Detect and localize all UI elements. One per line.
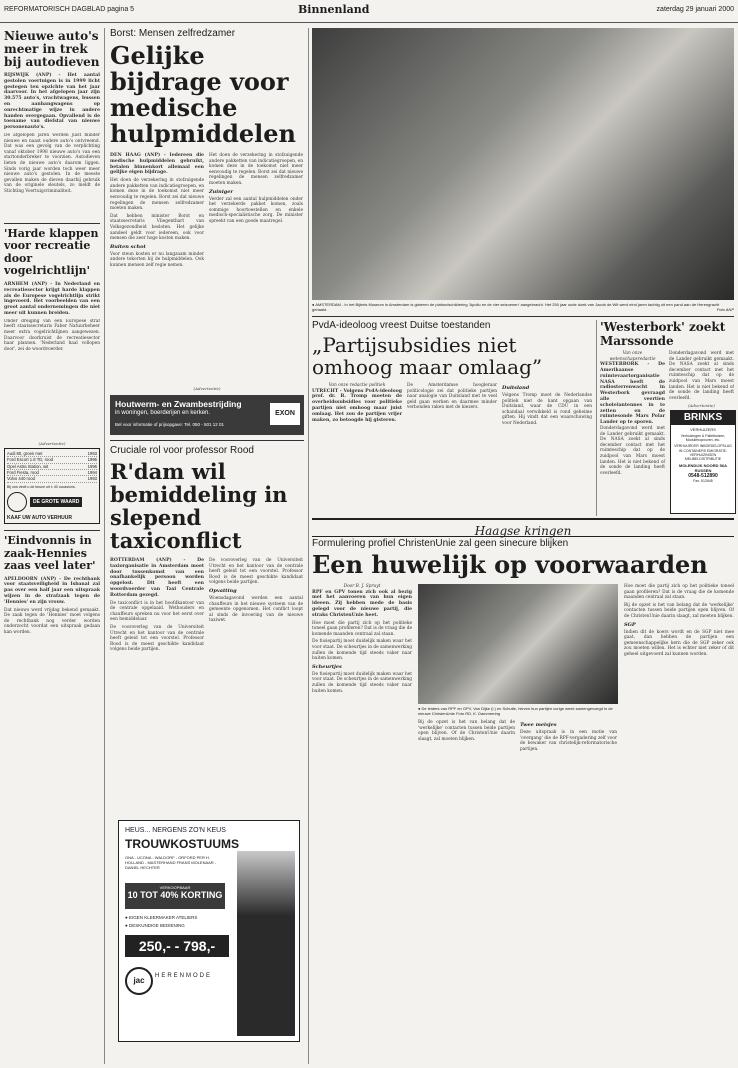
article-body: Volgens Tromp moet de Nederlandse politiek niet de kant opgaan van Duitsland, waar de CDU in een schandaal verwikkeld is rond geheime giften. Hij vindt dat een waarschuwing voor Nederland. xyxy=(502,393,592,426)
ad-discount: 10 TOT 40% KORTING xyxy=(127,890,223,900)
car-label: Ford Fiesta, rood xyxy=(7,469,39,475)
article-title: 'Eindvonnis in zaak-Hennies zaas veel later' xyxy=(4,534,96,573)
ad-brands: ONA - UCONA - WALDORF - ORFORD PER H. HOLLAND - MASTERHAND FRANS MOLENAAR - DANIEL HECHTER xyxy=(125,855,217,870)
article-title: „Partijsubsidies niet omhoog maar omlaag” xyxy=(312,333,543,379)
houtwerm-ad xyxy=(110,395,304,435)
brinks-sub: VERHUIZERS xyxy=(690,427,716,432)
page-header xyxy=(0,0,738,23)
article-title: Een huwelijk op voorwaarden xyxy=(312,550,708,579)
article-borst xyxy=(110,28,304,390)
car-year: 1993 xyxy=(87,450,97,456)
ad-heading: TROUWKOSTUUMS xyxy=(125,837,239,851)
article-body: De fusiepartij moet duidelijk maken waar het voor staat. De scheurtjes in de samenwerking zullen de komende tijd steeds vaker naar buiten komen. xyxy=(312,671,412,694)
article-lede: ROTTERDAM (ANP) - De taxiorganisatie in Amsterdam moet door tussenkomst van een onafhankelijk persoon worden opgelost. Dit heeft een woordvoerder van Taxi Centrale Rotterdam gezegd. xyxy=(110,558,204,598)
car-year: 1996 xyxy=(87,463,97,469)
subheading: Buiten schot xyxy=(110,243,146,250)
car-year: 1996 xyxy=(87,457,97,463)
article-col-3 xyxy=(502,383,592,427)
article-body: Deze uitspraak is in een motie van 'overgang' die de RPF-vergadering zelf voor de bewaker van christelijk-reformatorische partijen. xyxy=(520,730,617,752)
brinks-logo: BRINKS xyxy=(671,411,735,425)
photo-caption: ● AMSTERDAM - In het Bijbels Museum in Amsterdam is gisteren de plafondschildering 'Apollo en de vier seizoenen' aangebracht. Het 250 jaar oude doek van Jacob de Wit werd eind jaren tachtig uit een pand aan de Herengracht gehaald. Foto ANP xyxy=(312,302,734,312)
brinks-fax: Fax. 512645 xyxy=(693,479,713,484)
article-body: Hoe moet die partij zich op het politieke toneel gaan profileren? Dat is de vraag die de komende maanden centraal zal staan. xyxy=(624,584,734,601)
article-body: Donderdagavond werd met de Lander gebruikt gemaakt. De NASA zoekt al sinds december contact met het ruimteschip dat op de zuidpool van Mars moest landen. Het is niet bekend of de sonde de landing heeft overleefd. xyxy=(600,425,665,476)
article-body: Voor steun kosten er nu langzaam minder andere tekorten bij de hulpmiddelen. Ook kunnen mensen zelf regie nemen. xyxy=(110,251,204,268)
article-body: De taxiconflict is in het hoofdkantoor van de centrale opgelaaid. Wethouders en chauffeurs spreken nu voor het eerst over een bemiddelaar. xyxy=(110,600,204,623)
ad-tagline: HEUS... NERGENS ZO'N KEUS xyxy=(125,827,226,834)
article-kicker: Borst: Mensen zelfredzamer xyxy=(110,28,236,39)
article-body: Verder zal een aantal hulpmiddelen onder het verzekerde pakket komen, zoals sommige hoortoestellen en enkele medisch-specialistische zorg. De minister spreekt van een goede maatregel. xyxy=(209,196,303,224)
article-vogelrichtlijn xyxy=(4,228,100,439)
brinks-address: MOLENDIJK NOORD 56A RUSSEN xyxy=(678,463,727,474)
article-taxi xyxy=(110,445,304,815)
article-col-2 xyxy=(407,383,497,427)
car-label: Ford Escort 1.8 TD, rood xyxy=(7,457,54,463)
article-body: De Amsterdamse hoogleraar politicologie zei dat politieke partijen naar analogie van Duitsland met te veel geld gaan werken en daarmee minder verbonden raken met de kiezers. xyxy=(407,383,497,411)
subheading: Opvatting xyxy=(209,587,237,594)
article-byline: Van onze redactie politiek xyxy=(328,383,386,388)
divider xyxy=(110,440,304,441)
dealer-logo-icon xyxy=(7,492,27,512)
ad-discount-label: VERKOOPBAAR xyxy=(159,885,191,890)
article-col-3 xyxy=(624,584,734,752)
advertentie-label: (Advertentie) xyxy=(38,440,66,446)
article-col-2 xyxy=(209,153,303,269)
article-body: Donderdagavond werd met de Lander gebruikt gemaakt. De NASA zoekt al sinds december contact met het ruimteschip dat op de zuidpool van Mars moest landen. Het is niet bekend of de sonde de landing heeft overleefd. xyxy=(669,351,734,401)
article-body: Het doen de verzekering in stofzuigende andere pakketten van indicatiegroepen, en komen deze in de toekomst niet meer eenvoudig te regelen. Borst zei dat nieuwe regelingen de mensen zelfredzamer moeten maken. xyxy=(110,178,204,212)
brinks-ad xyxy=(670,410,736,514)
header-date: zaterdag 29 januari 2000 xyxy=(656,6,734,13)
ad-shop: HERENMODE xyxy=(155,973,213,979)
article-lede: ARNHEM (ANP) - In Nederland en recreatiesector krijgt harde klappen als de Europese vogelrichtlijn strikt ingevoerd. Het voorbeelden van een groot aantal ondernemingen die niet meer uit kunnen breiden. xyxy=(4,281,100,316)
article-body: De fusiepartij moet duidelijk maken waar het voor staat. De scheurtjes in de samenwerking zullen de komende tijd steeds vaker naar buiten komen. xyxy=(312,639,412,662)
article-body: Het doen de verzekering in stofzuigende andere pakketten van indicatiegroepen, en komen deze in de toekomst niet meer eenvoudig te regelen. Borst zei dat nieuwe regelingen de mensen zelfredzamer moeten maken. xyxy=(209,153,303,186)
jac-logo: jac xyxy=(125,967,153,995)
article-car-theft xyxy=(4,30,100,219)
article-pvda xyxy=(312,320,592,516)
brinks-phone: 0548-512890 xyxy=(688,473,718,480)
article-col-1 xyxy=(600,351,665,476)
article-body: Dat nieuws werd vrijdag bekend gemaakt. De zaak tegen de 'Hennies' moet volgens de rechtbank nog verder worden onderzocht voordat een uitspraak gedaan kan worden. xyxy=(4,607,100,636)
dealer-footer: KAAF UW AUTO VERHUUR xyxy=(7,515,72,522)
article-byline: Door B. J. Spruyt xyxy=(343,584,381,589)
brinks-text: VERHUURDER INBOEDELOPSLAG IN CONTAINERS EMIGRATIE-VERHUIZINGEN MEUBELDISTRIBUTIE xyxy=(674,444,732,462)
article-title: Nieuwe auto's meer in trek bij autodieven xyxy=(4,30,100,69)
brinks-services: Verhuizingen & Pallethuizen, Modulehopnoven, etc. xyxy=(680,434,726,443)
divider xyxy=(4,223,100,224)
article-col-2 xyxy=(418,584,618,752)
article-subcol-2 xyxy=(520,720,617,752)
banner-title: Haagse kringen xyxy=(474,524,572,538)
article-col-1 xyxy=(312,383,402,427)
article-body: Onder dreiging van een Europese straf heeft staatssecretaris Faber Natuurbeheer meer extra vogelrichtlijnen aangewezen. Daarvoor doorkruist de recreatiesector haar plannen. 'Nederland haal vollopen door', zei de woordvoerder. xyxy=(4,318,100,352)
subheading: Duitsland xyxy=(502,385,530,391)
article-lede: WESTERBORK - De Amerikaanse ruimtevaartorganisatie NASA heeft de radiosterrenwacht in Westerbork gevraagd alle veertien schotelantennes in te zetten en de ruimtesonde Mars Polar Lander op te sporen. xyxy=(600,362,665,426)
car-label: Volvo 440 rood xyxy=(7,476,35,482)
subheading: Twee meisjes xyxy=(520,722,557,728)
ad-title: Houtwerm- en Zwambestrijding xyxy=(115,399,242,409)
article-lede: UTRECHT - Volgens PvdA-ideoloog prof. dr. B. Tromp moeten de overheidssubsidies voor politieke partijen niet omhoog maar juist omlaag. Het zou de partijen vrijer maken, zo betoogde hij gisteren. xyxy=(312,388,402,423)
dealer-brand: DE GROTE WAARD xyxy=(30,497,82,507)
article-col-1 xyxy=(312,584,412,752)
ad-price-from: 250,- xyxy=(138,938,171,954)
ad-note: Bij ons vindt u de keuze uit ± 40 occasions. xyxy=(7,484,76,489)
section-title: Binnenland xyxy=(298,3,370,16)
ad-bullet: ● DESKUNDIGE BEDIENING xyxy=(125,923,185,928)
photo-credit: Foto RD, K. Dammerring xyxy=(456,711,501,716)
article-title: R'dam wil bemiddeling in slepend taxiconflict xyxy=(110,459,288,553)
exon-logo: EXON xyxy=(270,403,300,425)
article-title: 'Westerbork' zoekt Marssonde xyxy=(600,320,726,348)
car-row xyxy=(7,476,97,482)
divider xyxy=(4,530,100,531)
article-title: Gelijke bijdrage voor medische hulpmiddelen xyxy=(110,41,296,148)
advertentie-label: (Advertentie) xyxy=(688,403,715,409)
article-kicker: Cruciale rol voor professor Rood xyxy=(110,445,254,456)
article-body: Indien dit de koers wordt en de SGP niet mee gaat, dan hebben de partijen een gemeenschappelijke kern die de SGP zeker ook zou moeten willen. Het is echter niet zeker of dit geheel uitgevoerd zal kunnen worden. xyxy=(624,629,734,657)
subheading: SGP xyxy=(624,621,636,628)
article-title: 'Harde klappen voor recreatie door vogelrichtlijn' xyxy=(4,226,99,278)
car-year: 1994 xyxy=(87,469,97,475)
article-byline: Van onze wetenschapsredactie xyxy=(609,351,656,362)
article-subcol-1 xyxy=(418,720,515,752)
ad-contact: Bel voor informatie of prijsopgave: Tel. 050 - 501 12 01 xyxy=(115,422,224,427)
divider xyxy=(312,316,734,317)
article-kicker: PvdA-ideoloog vreest Duitse toestanden xyxy=(312,320,491,331)
article-lede: RPF en GPV tonen zich ook al bezig met het aanvoeren van hun eigen ideeen. Zij hebben mede de basis gelegd voor de nieuwe partij, die straks ChristenUnie heet. xyxy=(312,589,412,618)
article-kicker: Formulering profiel ChristenUnie zal geen sinecure blijken xyxy=(312,538,569,549)
ad-subtitle: in woningen, boerderijen en kerken. xyxy=(115,410,211,416)
subheading: Scheurtjes xyxy=(312,663,342,670)
article-lede: DEN HAAG (ANP) - Iedereen die medische hulpmiddelen gebruikt, betalen binnenkort allemaal een gelijke eigen bijdrage. xyxy=(110,153,204,176)
photo-credit: Foto ANP xyxy=(716,307,734,312)
article-col-1 xyxy=(110,558,204,653)
left-column xyxy=(4,30,100,1060)
column-divider xyxy=(596,320,597,516)
article-lede: RIJSWIJK (ANP) - Het aantal gestolen voertuigen is in 1999 licht gestegen ten opzichte van het jaar daarvoor. In het afgelopen jaar zijn 30.575 auto's, vrachtwagens, bussen en aanhangwagens op onrechtmatige wijze in andere handen overgegaan. Opvallend is de toename van diefstal van nieuwe personenauto's. xyxy=(4,73,100,131)
column-divider xyxy=(308,28,309,1064)
ad-price-to: 798,- xyxy=(183,938,216,954)
subheading: Zuiniger xyxy=(209,188,234,195)
haagse-kringen-banner xyxy=(312,518,734,537)
article-body: Bij de opzet is het van belang dat de 'werkelijke' contacten tussen beide partijen open blijven. Of de ChristenUnie daarin slaagt, zal moeten blijken. xyxy=(624,602,734,619)
article-body: Woensdagavond werden een aantal chauffeurs in het nieuwe systeem van de gemeente opgenomen. Het conflict loopt al sinds de invoering van de nieuwe taxiwet. xyxy=(209,595,303,624)
main-photo xyxy=(312,28,734,300)
ad-bullet: ● EIGEN KLEERMAKER ATELIERS xyxy=(125,915,198,920)
trouwkostuums-ad xyxy=(118,820,300,1042)
article-body: De vooroverleg van de Universiteit Utrecht en het kantoor van de centrale heeft geleid tot een voorstel. Professor Rood is de meest geschikte kandidaat volgens beide partijen. xyxy=(209,558,303,586)
photo-caption-text: De leiders van RPF en GPV, Van Dijke (l.) en Schutte, hieven hun partijen vorige week samengevoegd in de nieuwe ChristenUnie xyxy=(418,706,613,716)
car-list xyxy=(7,451,97,483)
article-col-1 xyxy=(110,153,204,269)
photo-caption-text: AMSTERDAM - In het Bijbels Museum in Amsterdam is gisteren de plafondschildering 'Apollo en de vier seizoenen' aangebracht. Het 250 jaar oude doek van Jacob de Wit werd eind jaren tachtig uit een pand aan de Herengracht gehaald. xyxy=(312,302,720,312)
header-paper-name: REFORMATORISCH DAGBLAD pagina 5 xyxy=(4,6,135,13)
car-label: Opel Astra Station, wit xyxy=(7,463,49,469)
article-col-2 xyxy=(209,558,303,653)
christenunie-photo xyxy=(418,584,618,704)
column-divider xyxy=(104,28,105,1064)
model-photo xyxy=(237,851,295,1036)
article-body: De afgelopen jaren werden juist minder nieuwe en naast oudere auto's ontvreemd. Dat was een gevolg van de verplichting vanaf oktober 1998 nieuwe auto's van een startonderbreker te voorzien. Autodieven lieten de nieuwe auto's daarom liggen. Sinds vorig jaar worden toch weer meer nieuwe auto's gestolen. In de meeste gevallen maken de dieven daarbij gebruik van de originele sleutels, zo meldt de Stichting Voertuigcriminaliteit. xyxy=(4,132,100,194)
photo-caption: ● De leiders van RPF en GPV, Van Dijke (l.) en Schutte, hieven hun partijen vorige week samengevoegd in de nieuwe ChristenUnie Foto RD, K. Dammerring xyxy=(418,706,613,716)
article-body: Hoe moet die partij zich op het politieke toneel gaan profileren? Dat is de vraag die de komende maanden centraal zal staan. xyxy=(312,620,412,637)
article-body: Bij de opzet is het van belang dat de 'werkelijke' contacten tussen beide partijen open blijven. Of de ChristenUnie daarin slaagt, zal moeten blijken. xyxy=(418,720,515,742)
ad-discount-box xyxy=(125,883,225,909)
article-body: De vooroverleg van de Universiteit Utrecht en het kantoor van de centrale heeft geleid tot een voorstel. Professor Rood is de meest geschikte kandidaat volgens beide partijen. xyxy=(110,624,204,653)
article-hennies xyxy=(4,535,100,635)
ad-price-range: 250,- - 798,- xyxy=(125,935,229,957)
article-lede: APELDOORN (ANP) - De rechtbank voor staatsveiligheid in Isbanal zal pas over een half jaar een uitspraak wijzen in de strafzaak tegen de 'Hennies' en zijn vrouw. xyxy=(4,576,100,605)
article-body: Dat hebben minister Borst en staatssecretaris Vliegenthart van Volksgezondheid besloten. Het gelijke aandeel geldt voor iedereen, ook voor mensen die zeer hoge kosten maken. xyxy=(110,213,204,242)
car-dealer-ad xyxy=(4,448,100,524)
car-year: 1993 xyxy=(87,476,97,482)
advertentie-label: (Advertentie) xyxy=(193,386,221,391)
article-christenunie xyxy=(312,538,734,1064)
car-label: Audi 80, groen met xyxy=(7,450,43,456)
